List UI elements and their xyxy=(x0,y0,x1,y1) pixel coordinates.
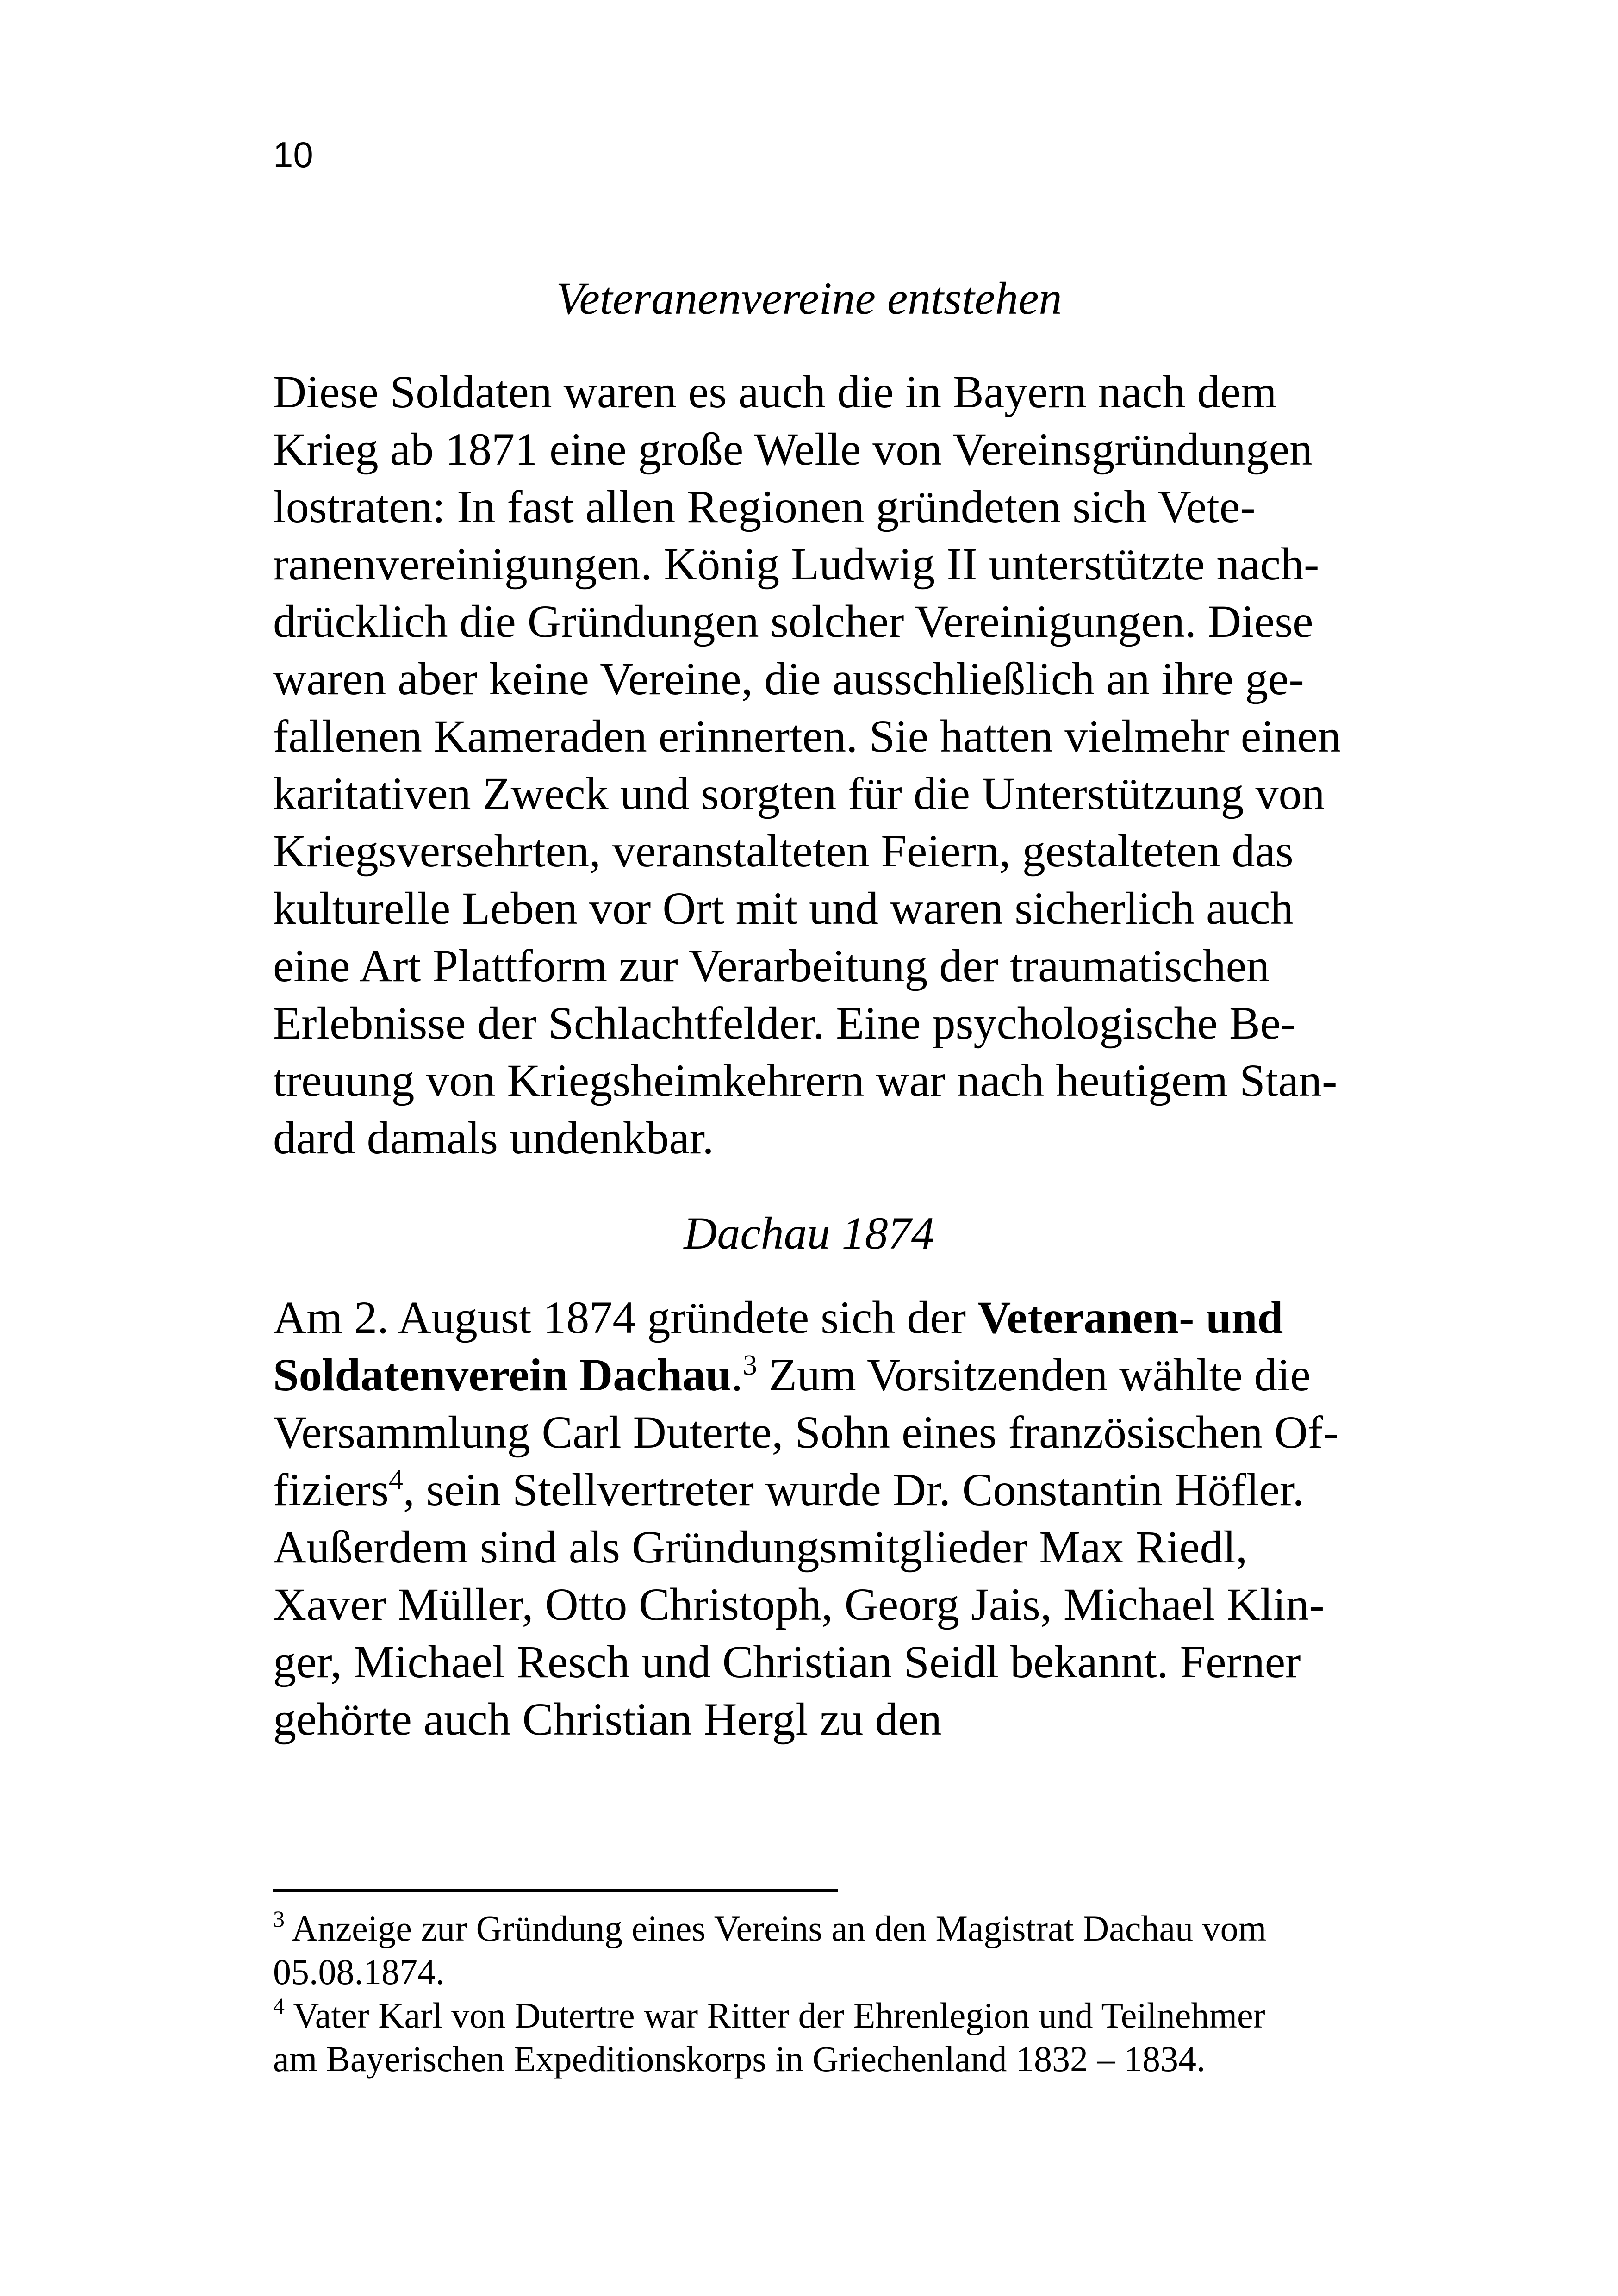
footnote-3 xyxy=(273,1907,1347,1950)
text-segment: . xyxy=(731,1349,743,1400)
text-segment: Zum Vorsitzenden wählte die xyxy=(757,1349,1311,1400)
text-line xyxy=(273,1461,1347,1518)
text-line: Außerdem sind als Gründungsmitglieder Max Riedl, xyxy=(273,1521,1248,1573)
footnote-marker: 4 xyxy=(273,1993,285,2019)
footnote-text: Anzeige zur Gründung eines Vereins an den Magistrat Dachau vom xyxy=(285,1908,1267,1948)
footnote-text: Vater Karl von Dutertre war Ritter der Ehrenlegion und Teilnehmer xyxy=(285,1995,1265,2035)
text-line: fallenen Kameraden erinnerten. Sie hatten vielmehr einen xyxy=(273,710,1341,762)
footnote-4 xyxy=(273,1994,1347,2037)
paragraph-veteranenvereine xyxy=(273,363,1347,1167)
text-line: Erlebnisse der Schlachtfelder. Eine psychologische Be- xyxy=(273,997,1296,1049)
text-line: lostraten: In fast allen Regionen gründeten sich Vete- xyxy=(273,481,1256,532)
section-heading-veteranenvereine: Veteranenvereine entstehen xyxy=(556,273,1062,324)
section-heading-dachau-1874: Dachau 1874 xyxy=(684,1207,934,1259)
paragraph-dachau-1874 xyxy=(273,1289,1347,1748)
footnote-reference-3[interactable]: 3 xyxy=(742,1349,757,1381)
footnote-3-continued: 05.08.1874. xyxy=(273,1952,445,1992)
text-segment: fiziers xyxy=(273,1464,389,1515)
bold-club-name: Veteranen- und xyxy=(977,1292,1283,1343)
text-line: eine Art Plattform zur Verarbeitung der traumatischen xyxy=(273,940,1270,991)
text-line: Diese Soldaten waren es auch die in Bayern nach dem xyxy=(273,366,1277,417)
text-line: ger, Michael Resch und Christian Seidl bekannt. Ferner xyxy=(273,1636,1301,1687)
text-line: ranenvereinigungen. König Ludwig II unterstützte nach- xyxy=(273,538,1319,590)
footnote-reference-4[interactable]: 4 xyxy=(388,1464,403,1496)
text-line xyxy=(273,1346,1347,1404)
text-line: kulturelle Leben vor Ort mit und waren sicherlich auch xyxy=(273,883,1294,934)
text-line xyxy=(273,1289,1347,1346)
text-line: dard damals undenkbar. xyxy=(273,1112,714,1164)
footnote-divider xyxy=(273,1889,838,1892)
text-line: Xaver Müller, Otto Christoph, Georg Jais, Michael Klin- xyxy=(273,1579,1325,1630)
text-line: waren aber keine Vereine, die ausschließlich an ihre ge- xyxy=(273,653,1304,704)
text-segment: Am 2. August 1874 gründete sich der xyxy=(273,1292,978,1343)
text-segment: , sein Stellvertreter wurde Dr. Constantin Höfler. xyxy=(403,1464,1304,1515)
text-line: gehörte auch Christian Hergl zu den xyxy=(273,1693,942,1745)
text-line: Krieg ab 1871 eine große Welle von Vereinsgründungen xyxy=(273,423,1313,475)
bold-club-name: Soldatenverein Dachau xyxy=(273,1349,731,1400)
text-line: karitativen Zweck und sorgten für die Unterstützung von xyxy=(273,768,1325,819)
page-number: 10 xyxy=(273,134,313,175)
text-line: Versammlung Carl Duterte, Sohn eines französischen Of- xyxy=(273,1406,1339,1458)
footnote-4-continued: am Bayerischen Expeditionskorps in Griechenland 1832 – 1834. xyxy=(273,2039,1206,2079)
footnote-marker: 3 xyxy=(273,1906,285,1932)
footnotes xyxy=(273,1907,1347,2081)
text-line: Kriegsversehrten, veranstalteten Feiern, gestalteten das xyxy=(273,825,1294,877)
text-line: drücklich die Gründungen solcher Vereinigungen. Diese xyxy=(273,596,1313,647)
text-line: treuung von Kriegsheimkehrern war nach heutigem Stan- xyxy=(273,1055,1338,1106)
